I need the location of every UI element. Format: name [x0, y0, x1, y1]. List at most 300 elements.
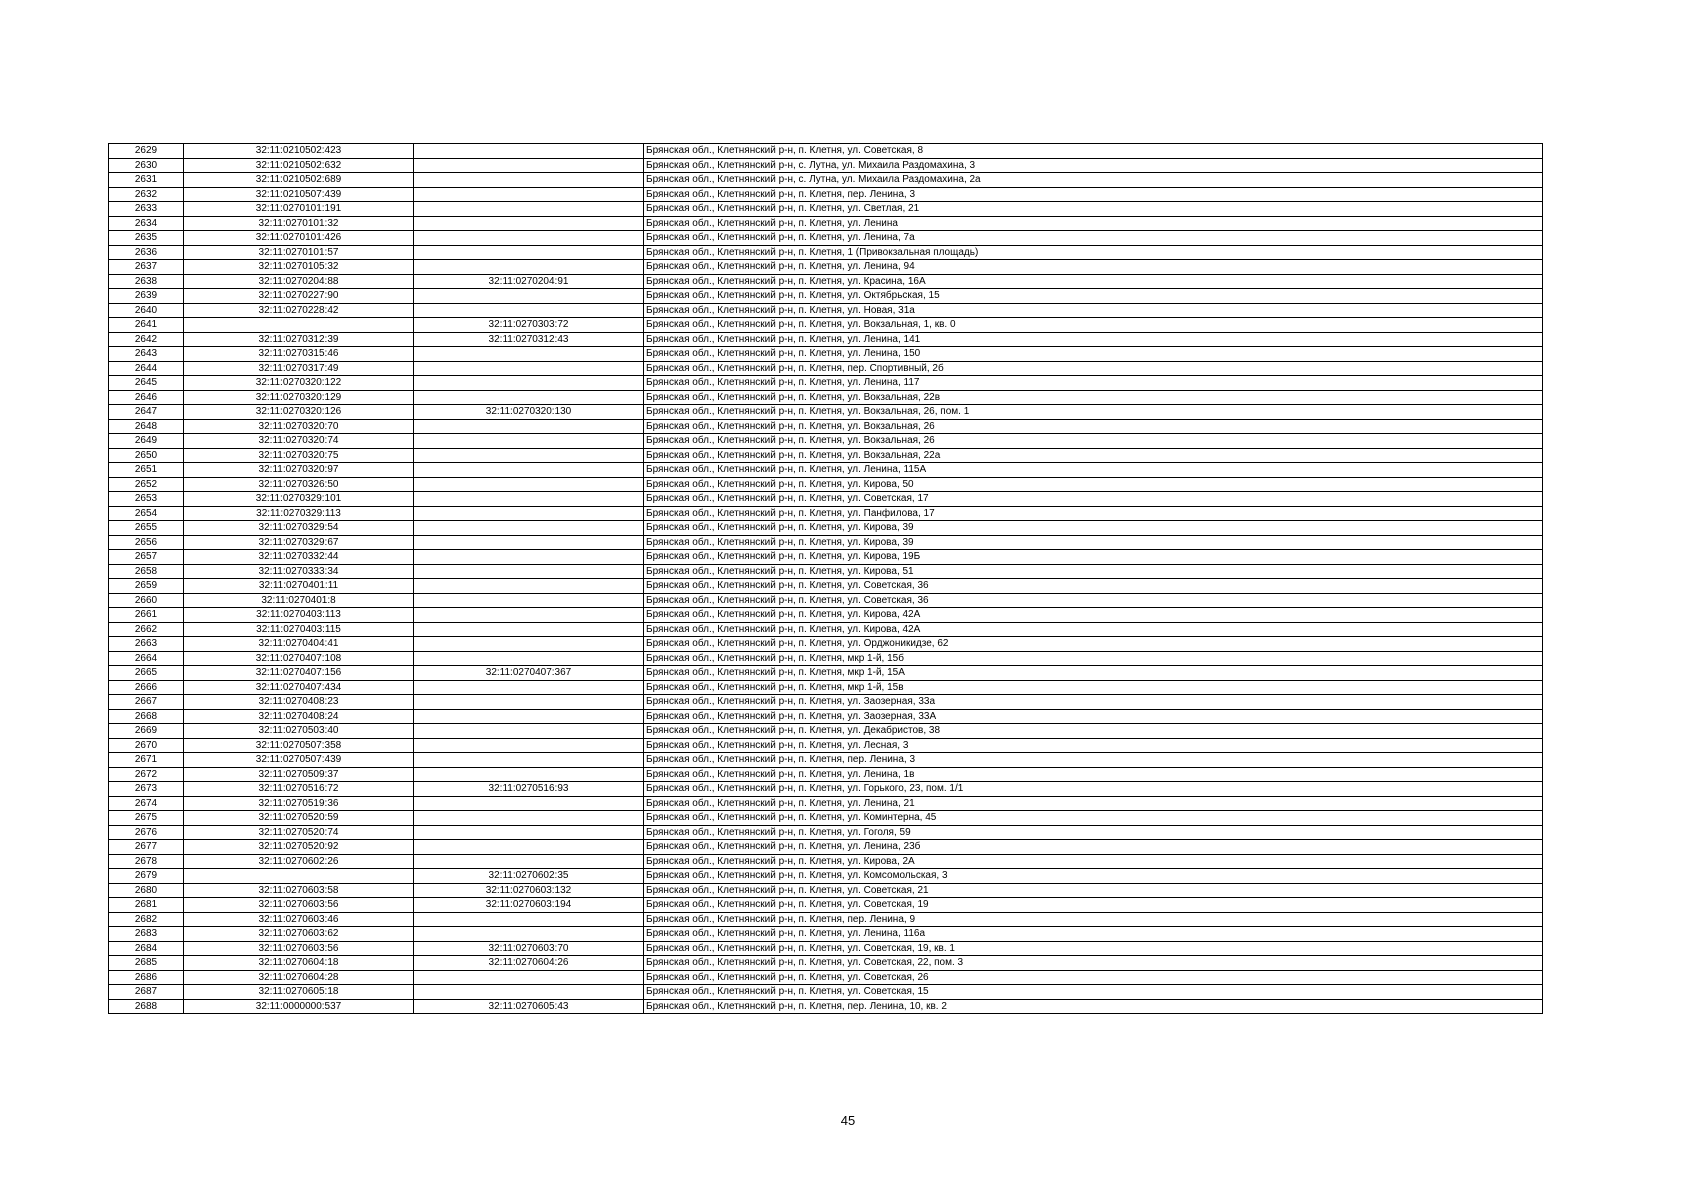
- cadastral-number-cell: 32:11:0210502:632: [184, 158, 414, 173]
- address-cell: Брянская обл., Клетнянский р-н, п. Клетня, ул. Ленина, 115А: [644, 463, 1543, 478]
- related-cadastral-number-cell: [414, 144, 644, 159]
- row-number-cell: 2686: [109, 970, 184, 985]
- row-number-cell: 2664: [109, 651, 184, 666]
- table-row: [109, 216, 1543, 231]
- address-cell: Брянская обл., Клетнянский р-н, п. Клетня, ул. Советская, 22, пом. 3: [644, 956, 1543, 971]
- table-row: [109, 390, 1543, 405]
- table-row: [109, 637, 1543, 652]
- table-row: [109, 898, 1543, 913]
- address-cell: Брянская обл., Клетнянский р-н, п. Клетня, ул. Ленина, 7а: [644, 231, 1543, 246]
- table-row: [109, 202, 1543, 217]
- table-row: [109, 361, 1543, 376]
- cadastral-number-cell: 32:11:0270503:40: [184, 724, 414, 739]
- row-number-cell: 2653: [109, 492, 184, 507]
- address-cell: Брянская обл., Клетнянский р-н, п. Клетня, ул. Кирова, 39: [644, 521, 1543, 536]
- address-cell: Брянская обл., Клетнянский р-н, п. Клетня, ул. Советская, 36: [644, 593, 1543, 608]
- related-cadastral-number-cell: [414, 680, 644, 695]
- table-row: [109, 651, 1543, 666]
- row-number-cell: 2671: [109, 753, 184, 768]
- related-cadastral-number-cell: [414, 840, 644, 855]
- table-row: [109, 173, 1543, 188]
- row-number-cell: 2673: [109, 782, 184, 797]
- row-number-cell: 2667: [109, 695, 184, 710]
- cadastral-number-cell: 32:11:0270320:126: [184, 405, 414, 420]
- row-number-cell: 2647: [109, 405, 184, 420]
- row-number-cell: 2640: [109, 303, 184, 318]
- address-cell: Брянская обл., Клетнянский р-н, п. Клетня, 1 (Привокзальная площадь): [644, 245, 1543, 260]
- related-cadastral-number-cell: [414, 695, 644, 710]
- table-row: [109, 550, 1543, 565]
- address-cell: Брянская обл., Клетнянский р-н, п. Клетня, ул. Кирова, 42А: [644, 622, 1543, 637]
- cadastral-number-cell: 32:11:0270317:49: [184, 361, 414, 376]
- row-number-cell: 2654: [109, 506, 184, 521]
- address-cell: Брянская обл., Клетнянский р-н, п. Клетня, ул. Ленина, 117: [644, 376, 1543, 391]
- table-row: [109, 854, 1543, 869]
- row-number-cell: 2672: [109, 767, 184, 782]
- related-cadastral-number-cell: [414, 463, 644, 478]
- address-cell: Брянская обл., Клетнянский р-н, п. Клетня, ул. Вокзальная, 22в: [644, 390, 1543, 405]
- related-cadastral-number-cell: [414, 564, 644, 579]
- table-row: [109, 811, 1543, 826]
- related-cadastral-number-cell: 32:11:0270204:91: [414, 274, 644, 289]
- address-cell: Брянская обл., Клетнянский р-н, п. Клетня, ул. Вокзальная, 26: [644, 419, 1543, 434]
- table-row: [109, 260, 1543, 275]
- cadastral-number-cell: 32:11:0270320:97: [184, 463, 414, 478]
- row-number-cell: 2644: [109, 361, 184, 376]
- address-cell: Брянская обл., Клетнянский р-н, п. Клетня, пер. Спортивный, 2б: [644, 361, 1543, 376]
- table-row: [109, 231, 1543, 246]
- row-number-cell: 2682: [109, 912, 184, 927]
- address-cell: Брянская обл., Клетнянский р-н, п. Клетня, ул. Новая, 31а: [644, 303, 1543, 318]
- table-row: [109, 347, 1543, 362]
- related-cadastral-number-cell: [414, 347, 644, 362]
- address-cell: Брянская обл., Клетнянский р-н, п. Клетня, мкр 1-й, 15в: [644, 680, 1543, 695]
- row-number-cell: 2674: [109, 796, 184, 811]
- cadastral-number-cell: 32:11:0270404:41: [184, 637, 414, 652]
- address-cell: Брянская обл., Клетнянский р-н, п. Клетня, ул. Вокзальная, 22а: [644, 448, 1543, 463]
- related-cadastral-number-cell: [414, 927, 644, 942]
- related-cadastral-number-cell: [414, 854, 644, 869]
- cadastral-number-cell: 32:11:0270407:156: [184, 666, 414, 681]
- row-number-cell: 2634: [109, 216, 184, 231]
- address-cell: Брянская обл., Клетнянский р-н, п. Клетня, ул. Вокзальная, 26, пом. 1: [644, 405, 1543, 420]
- cadastral-number-cell: 32:11:0270603:58: [184, 883, 414, 898]
- row-number-cell: 2630: [109, 158, 184, 173]
- row-number-cell: 2638: [109, 274, 184, 289]
- address-cell: Брянская обл., Клетнянский р-н, п. Клетня, ул. Ленина, 94: [644, 260, 1543, 275]
- address-cell: Брянская обл., Клетнянский р-н, п. Клетня, ул. Советская, 8: [644, 144, 1543, 159]
- row-number-cell: 2679: [109, 869, 184, 884]
- address-cell: Брянская обл., Клетнянский р-н, п. Клетня, ул. Кирова, 39: [644, 535, 1543, 550]
- related-cadastral-number-cell: [414, 216, 644, 231]
- cadastral-number-cell: 32:11:0270605:18: [184, 985, 414, 1000]
- table-row: [109, 767, 1543, 782]
- related-cadastral-number-cell: [414, 738, 644, 753]
- related-cadastral-number-cell: [414, 985, 644, 1000]
- address-cell: Брянская обл., Клетнянский р-н, п. Клетня, ул. Советская, 36: [644, 579, 1543, 594]
- table-row: [109, 419, 1543, 434]
- address-cell: Брянская обл., Клетнянский р-н, п. Клетня, ул. Ленина: [644, 216, 1543, 231]
- related-cadastral-number-cell: [414, 158, 644, 173]
- address-cell: Брянская обл., Клетнянский р-н, п. Клетня, ул. Декабристов, 38: [644, 724, 1543, 739]
- cadastral-number-cell: 32:11:0270320:74: [184, 434, 414, 449]
- cadastral-number-cell: 32:11:0270403:113: [184, 608, 414, 623]
- address-cell: Брянская обл., Клетнянский р-н, п. Клетня, ул. Ленина, 141: [644, 332, 1543, 347]
- row-number-cell: 2639: [109, 289, 184, 304]
- address-cell: Брянская обл., Клетнянский р-н, п. Клетня, ул. Красина, 16А: [644, 274, 1543, 289]
- table-row: [109, 405, 1543, 420]
- cadastral-number-cell: 32:11:0270520:74: [184, 825, 414, 840]
- table-row: [109, 158, 1543, 173]
- cadastral-number-cell: 32:11:0270520:92: [184, 840, 414, 855]
- page-number: 45: [840, 1113, 856, 1128]
- table-row: [109, 289, 1543, 304]
- cadastral-number-cell: 32:11:0270603:62: [184, 927, 414, 942]
- table-row: [109, 492, 1543, 507]
- cadastral-number-cell: [184, 318, 414, 333]
- related-cadastral-number-cell: [414, 448, 644, 463]
- related-cadastral-number-cell: [414, 811, 644, 826]
- related-cadastral-number-cell: [414, 912, 644, 927]
- row-number-cell: 2645: [109, 376, 184, 391]
- address-cell: Брянская обл., Клетнянский р-н, п. Клетня, ул. Ленина, 116а: [644, 927, 1543, 942]
- table-row: [109, 376, 1543, 391]
- cadastral-number-cell: 32:11:0270332:44: [184, 550, 414, 565]
- address-cell: Брянская обл., Клетнянский р-н, п. Клетня, ул. Ленина, 1в: [644, 767, 1543, 782]
- related-cadastral-number-cell: [414, 492, 644, 507]
- row-number-cell: 2631: [109, 173, 184, 188]
- row-number-cell: 2646: [109, 390, 184, 405]
- table-row: [109, 956, 1543, 971]
- table-row: [109, 318, 1543, 333]
- row-number-cell: 2651: [109, 463, 184, 478]
- row-number-cell: 2643: [109, 347, 184, 362]
- row-number-cell: 2680: [109, 883, 184, 898]
- cadastral-number-cell: [184, 869, 414, 884]
- table-row: [109, 869, 1543, 884]
- address-cell: Брянская обл., Клетнянский р-н, п. Клетня, ул. Гоголя, 59: [644, 825, 1543, 840]
- related-cadastral-number-cell: [414, 434, 644, 449]
- row-number-cell: 2685: [109, 956, 184, 971]
- row-number-cell: 2661: [109, 608, 184, 623]
- row-number-cell: 2652: [109, 477, 184, 492]
- address-cell: Брянская обл., Клетнянский р-н, п. Клетня, ул. Кирова, 19Б: [644, 550, 1543, 565]
- table-row: [109, 274, 1543, 289]
- related-cadastral-number-cell: [414, 651, 644, 666]
- address-cell: Брянская обл., Клетнянский р-н, п. Клетня, ул. Ленина, 21: [644, 796, 1543, 811]
- related-cadastral-number-cell: [414, 419, 644, 434]
- table-row: [109, 535, 1543, 550]
- related-cadastral-number-cell: 32:11:0270603:132: [414, 883, 644, 898]
- related-cadastral-number-cell: [414, 593, 644, 608]
- cadastral-number-cell: 32:11:0270320:75: [184, 448, 414, 463]
- table-row: [109, 622, 1543, 637]
- related-cadastral-number-cell: [414, 608, 644, 623]
- related-cadastral-number-cell: 32:11:0270303:72: [414, 318, 644, 333]
- table-row: [109, 593, 1543, 608]
- cadastral-number-cell: 32:11:0270320:122: [184, 376, 414, 391]
- related-cadastral-number-cell: [414, 202, 644, 217]
- cadastral-number-cell: 32:11:0270403:115: [184, 622, 414, 637]
- cadastral-number-cell: 32:11:0270408:24: [184, 709, 414, 724]
- related-cadastral-number-cell: 32:11:0270516:93: [414, 782, 644, 797]
- property-register-table: [108, 143, 1543, 1014]
- table-row: [109, 724, 1543, 739]
- table-row: [109, 463, 1543, 478]
- address-cell: Брянская обл., Клетнянский р-н, п. Клетня, ул. Кирова, 51: [644, 564, 1543, 579]
- row-number-cell: 2642: [109, 332, 184, 347]
- related-cadastral-number-cell: [414, 579, 644, 594]
- address-cell: Брянская обл., Клетнянский р-н, п. Клетня, ул. Заозерная, 33А: [644, 709, 1543, 724]
- related-cadastral-number-cell: [414, 796, 644, 811]
- related-cadastral-number-cell: [414, 535, 644, 550]
- table-row: [109, 477, 1543, 492]
- address-cell: Брянская обл., Клетнянский р-н, п. Клетня, ул. Советская, 19, кв. 1: [644, 941, 1543, 956]
- address-cell: Брянская обл., Клетнянский р-н, п. Клетня, пер. Ленина, 3: [644, 753, 1543, 768]
- table-row: [109, 434, 1543, 449]
- address-cell: Брянская обл., Клетнянский р-н, п. Клетня, ул. Ленина, 23б: [644, 840, 1543, 855]
- table-row: [109, 245, 1543, 260]
- table-row: [109, 521, 1543, 536]
- table-row: [109, 579, 1543, 594]
- cadastral-number-cell: 32:11:0270204:88: [184, 274, 414, 289]
- address-cell: Брянская обл., Клетнянский р-н, п. Клетня, ул. Вокзальная, 26: [644, 434, 1543, 449]
- cadastral-number-cell: 32:11:0270312:39: [184, 332, 414, 347]
- related-cadastral-number-cell: [414, 767, 644, 782]
- cadastral-number-cell: 32:11:0270105:32: [184, 260, 414, 275]
- address-cell: Брянская обл., Клетнянский р-н, п. Клетня, мкр 1-й, 15А: [644, 666, 1543, 681]
- cadastral-number-cell: 32:11:0270315:46: [184, 347, 414, 362]
- row-number-cell: 2662: [109, 622, 184, 637]
- related-cadastral-number-cell: [414, 173, 644, 188]
- row-number-cell: 2676: [109, 825, 184, 840]
- cadastral-number-cell: 32:11:0270408:23: [184, 695, 414, 710]
- related-cadastral-number-cell: 32:11:0270602:35: [414, 869, 644, 884]
- address-cell: Брянская обл., Клетнянский р-н, п. Клетня, ул. Советская, 19: [644, 898, 1543, 913]
- table-row: [109, 840, 1543, 855]
- row-number-cell: 2633: [109, 202, 184, 217]
- table-row: [109, 985, 1543, 1000]
- cadastral-number-cell: 32:11:0270604:28: [184, 970, 414, 985]
- table-row: [109, 738, 1543, 753]
- cadastral-number-cell: 32:11:0270329:101: [184, 492, 414, 507]
- address-cell: Брянская обл., Клетнянский р-н, п. Клетня, ул. Советская, 15: [644, 985, 1543, 1000]
- register-table-body: [109, 144, 1543, 1014]
- cadastral-number-cell: 32:11:0270329:67: [184, 535, 414, 550]
- address-cell: Брянская обл., Клетнянский р-н, п. Клетня, ул. Орджоникидзе, 62: [644, 637, 1543, 652]
- cadastral-number-cell: 32:11:0270519:36: [184, 796, 414, 811]
- address-cell: Брянская обл., Клетнянский р-н, п. Клетня, ул. Советская, 21: [644, 883, 1543, 898]
- table-row: [109, 695, 1543, 710]
- row-number-cell: 2670: [109, 738, 184, 753]
- related-cadastral-number-cell: 32:11:0270605:43: [414, 999, 644, 1014]
- related-cadastral-number-cell: [414, 231, 644, 246]
- row-number-cell: 2656: [109, 535, 184, 550]
- cadastral-number-cell: 32:11:0270520:59: [184, 811, 414, 826]
- address-cell: Брянская обл., Клетнянский р-н, п. Клетня, ул. Ленина, 150: [644, 347, 1543, 362]
- related-cadastral-number-cell: 32:11:0270603:194: [414, 898, 644, 913]
- related-cadastral-number-cell: [414, 361, 644, 376]
- related-cadastral-number-cell: [414, 970, 644, 985]
- table-row: [109, 782, 1543, 797]
- cadastral-number-cell: 32:11:0270228:42: [184, 303, 414, 318]
- address-cell: Брянская обл., Клетнянский р-н, п. Клетня, ул. Кирова, 2А: [644, 854, 1543, 869]
- address-cell: Брянская обл., Клетнянский р-н, п. Клетня, пер. Ленина, 3: [644, 187, 1543, 202]
- table-row: [109, 564, 1543, 579]
- related-cadastral-number-cell: 32:11:0270603:70: [414, 941, 644, 956]
- table-row: [109, 144, 1543, 159]
- row-number-cell: 2669: [109, 724, 184, 739]
- related-cadastral-number-cell: 32:11:0270407:367: [414, 666, 644, 681]
- row-number-cell: 2648: [109, 419, 184, 434]
- related-cadastral-number-cell: [414, 303, 644, 318]
- address-cell: Брянская обл., Клетнянский р-н, п. Клетня, ул. Панфилова, 17: [644, 506, 1543, 521]
- table-row: [109, 187, 1543, 202]
- row-number-cell: 2666: [109, 680, 184, 695]
- row-number-cell: 2657: [109, 550, 184, 565]
- address-cell: Брянская обл., Клетнянский р-н, с. Лутна, ул. Михаила Раздомахина, 3: [644, 158, 1543, 173]
- row-number-cell: 2681: [109, 898, 184, 913]
- row-number-cell: 2660: [109, 593, 184, 608]
- related-cadastral-number-cell: 32:11:0270604:26: [414, 956, 644, 971]
- row-number-cell: 2636: [109, 245, 184, 260]
- related-cadastral-number-cell: [414, 637, 644, 652]
- related-cadastral-number-cell: [414, 245, 644, 260]
- related-cadastral-number-cell: [414, 709, 644, 724]
- table-row: [109, 303, 1543, 318]
- table-row: [109, 506, 1543, 521]
- row-number-cell: 2649: [109, 434, 184, 449]
- related-cadastral-number-cell: [414, 390, 644, 405]
- address-cell: Брянская обл., Клетнянский р-н, п. Клетня, пер. Ленина, 10, кв. 2: [644, 999, 1543, 1014]
- table-row: [109, 927, 1543, 942]
- cadastral-number-cell: 32:11:0210502:423: [184, 144, 414, 159]
- table-row: [109, 448, 1543, 463]
- row-number-cell: 2655: [109, 521, 184, 536]
- cadastral-number-cell: 32:11:0270326:50: [184, 477, 414, 492]
- address-cell: Брянская обл., Клетнянский р-н, п. Клетня, пер. Ленина, 9: [644, 912, 1543, 927]
- row-number-cell: 2687: [109, 985, 184, 1000]
- cadastral-number-cell: 32:11:0270602:26: [184, 854, 414, 869]
- related-cadastral-number-cell: [414, 724, 644, 739]
- related-cadastral-number-cell: 32:11:0270312:43: [414, 332, 644, 347]
- address-cell: Брянская обл., Клетнянский р-н, п. Клетня, ул. Кирова, 42А: [644, 608, 1543, 623]
- row-number-cell: 2663: [109, 637, 184, 652]
- cadastral-number-cell: 32:11:0210502:689: [184, 173, 414, 188]
- related-cadastral-number-cell: [414, 521, 644, 536]
- address-cell: Брянская обл., Клетнянский р-н, п. Клетня, ул. Вокзальная, 1, кв. 0: [644, 318, 1543, 333]
- table-row: [109, 608, 1543, 623]
- row-number-cell: 2665: [109, 666, 184, 681]
- table-row: [109, 912, 1543, 927]
- row-number-cell: 2684: [109, 941, 184, 956]
- row-number-cell: 2683: [109, 927, 184, 942]
- row-number-cell: 2637: [109, 260, 184, 275]
- cadastral-number-cell: 32:11:0270227:90: [184, 289, 414, 304]
- table-row: [109, 709, 1543, 724]
- cadastral-number-cell: 32:11:0270516:72: [184, 782, 414, 797]
- address-cell: Брянская обл., Клетнянский р-н, п. Клетня, ул. Советская, 26: [644, 970, 1543, 985]
- address-cell: Брянская обл., Клетнянский р-н, п. Клетня, мкр 1-й, 15б: [644, 651, 1543, 666]
- row-number-cell: 2635: [109, 231, 184, 246]
- address-cell: Брянская обл., Клетнянский р-н, п. Клетня, ул. Лесная, 3: [644, 738, 1543, 753]
- cadastral-number-cell: 32:11:0270604:18: [184, 956, 414, 971]
- cadastral-number-cell: 32:11:0270101:426: [184, 231, 414, 246]
- address-cell: Брянская обл., Клетнянский р-н, п. Клетня, ул. Комсомольская, 3: [644, 869, 1543, 884]
- row-number-cell: 2688: [109, 999, 184, 1014]
- table-row: [109, 883, 1543, 898]
- related-cadastral-number-cell: [414, 506, 644, 521]
- row-number-cell: 2677: [109, 840, 184, 855]
- related-cadastral-number-cell: [414, 550, 644, 565]
- address-cell: Брянская обл., Клетнянский р-н, п. Клетня, ул. Заозерная, 33а: [644, 695, 1543, 710]
- table-row: [109, 970, 1543, 985]
- cadastral-number-cell: 32:11:0270101:32: [184, 216, 414, 231]
- related-cadastral-number-cell: [414, 622, 644, 637]
- cadastral-number-cell: 32:11:0270603:46: [184, 912, 414, 927]
- related-cadastral-number-cell: [414, 477, 644, 492]
- related-cadastral-number-cell: 32:11:0270320:130: [414, 405, 644, 420]
- address-cell: Брянская обл., Клетнянский р-н, п. Клетня, ул. Советская, 17: [644, 492, 1543, 507]
- cadastral-number-cell: 32:11:0270507:439: [184, 753, 414, 768]
- cadastral-number-cell: 32:11:0270101:57: [184, 245, 414, 260]
- table-row: [109, 941, 1543, 956]
- cadastral-number-cell: 32:11:0270603:56: [184, 898, 414, 913]
- table-row: [109, 825, 1543, 840]
- table-row: [109, 332, 1543, 347]
- table-row: [109, 796, 1543, 811]
- table-row: [109, 999, 1543, 1014]
- row-number-cell: 2659: [109, 579, 184, 594]
- address-cell: Брянская обл., Клетнянский р-н, с. Лутна, ул. Михаила Раздомахина, 2а: [644, 173, 1543, 188]
- related-cadastral-number-cell: [414, 260, 644, 275]
- related-cadastral-number-cell: [414, 289, 644, 304]
- address-cell: Брянская обл., Клетнянский р-н, п. Клетня, ул. Октябрьская, 15: [644, 289, 1543, 304]
- cadastral-number-cell: 32:11:0270603:56: [184, 941, 414, 956]
- related-cadastral-number-cell: [414, 825, 644, 840]
- cadastral-number-cell: 32:11:0270329:54: [184, 521, 414, 536]
- row-number-cell: 2678: [109, 854, 184, 869]
- row-number-cell: 2650: [109, 448, 184, 463]
- row-number-cell: 2668: [109, 709, 184, 724]
- row-number-cell: 2675: [109, 811, 184, 826]
- row-number-cell: 2658: [109, 564, 184, 579]
- address-cell: Брянская обл., Клетнянский р-н, п. Клетня, ул. Горького, 23, пом. 1/1: [644, 782, 1543, 797]
- cadastral-number-cell: 32:11:0270507:358: [184, 738, 414, 753]
- table-row: [109, 753, 1543, 768]
- cadastral-number-cell: 32:11:0270333:34: [184, 564, 414, 579]
- cadastral-number-cell: 32:11:0000000:537: [184, 999, 414, 1014]
- cadastral-number-cell: 32:11:0270401:8: [184, 593, 414, 608]
- related-cadastral-number-cell: [414, 187, 644, 202]
- cadastral-number-cell: 32:11:0210507:439: [184, 187, 414, 202]
- address-cell: Брянская обл., Клетнянский р-н, п. Клетня, ул. Кирова, 50: [644, 477, 1543, 492]
- related-cadastral-number-cell: [414, 376, 644, 391]
- cadastral-number-cell: 32:11:0270407:434: [184, 680, 414, 695]
- cadastral-number-cell: 32:11:0270509:37: [184, 767, 414, 782]
- cadastral-number-cell: 32:11:0270320:129: [184, 390, 414, 405]
- cadastral-number-cell: 32:11:0270320:70: [184, 419, 414, 434]
- related-cadastral-number-cell: [414, 753, 644, 768]
- row-number-cell: 2641: [109, 318, 184, 333]
- row-number-cell: 2629: [109, 144, 184, 159]
- table-row: [109, 680, 1543, 695]
- table-row: [109, 666, 1543, 681]
- row-number-cell: 2632: [109, 187, 184, 202]
- cadastral-number-cell: 32:11:0270401:11: [184, 579, 414, 594]
- cadastral-number-cell: 32:11:0270101:191: [184, 202, 414, 217]
- address-cell: Брянская обл., Клетнянский р-н, п. Клетня, ул. Светлая, 21: [644, 202, 1543, 217]
